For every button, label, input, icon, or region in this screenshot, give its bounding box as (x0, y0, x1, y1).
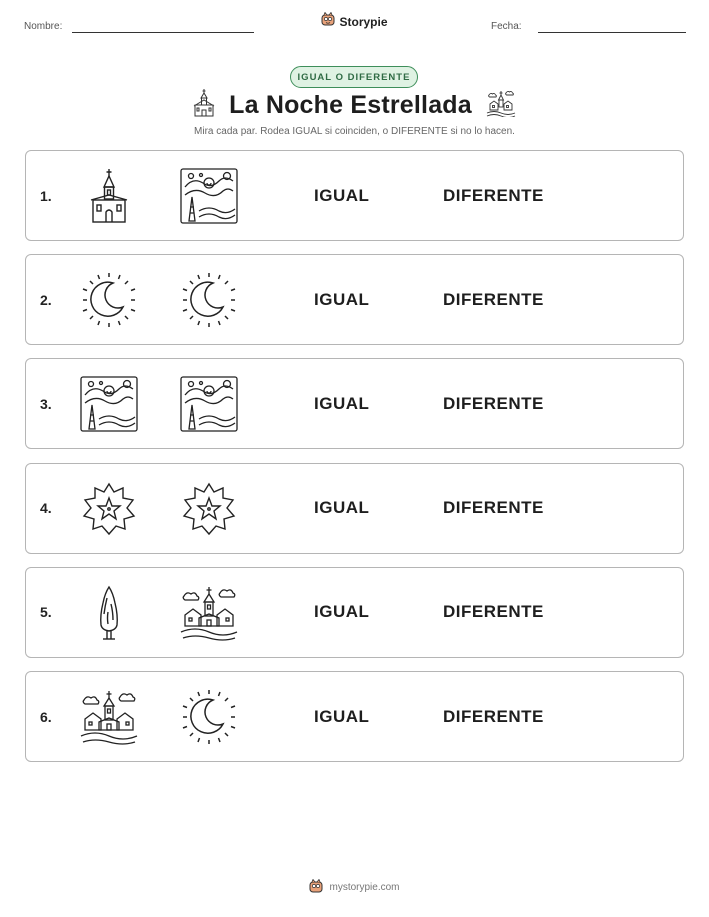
mascot-icon (321, 12, 335, 31)
different-option[interactable]: DIFERENTE (443, 706, 544, 726)
starry-night-icon (79, 375, 139, 433)
mascot-icon (309, 879, 323, 896)
church-icon (79, 167, 139, 225)
different-option[interactable]: DIFERENTE (443, 185, 544, 205)
different-option[interactable]: DIFERENTE (443, 602, 544, 622)
starry-night-icon (179, 167, 239, 225)
question-card (25, 358, 684, 449)
cypress-tree-icon (79, 584, 139, 642)
title-row (0, 88, 709, 123)
question-card (25, 150, 684, 241)
question-number: 6. (40, 708, 52, 725)
instructions: Mira cada par. Rodea IGUAL si coinciden, o DIFERENTE si no lo hacen. (194, 126, 515, 137)
same-option[interactable]: IGUAL (314, 393, 370, 413)
name-label: Nombre: (24, 21, 63, 32)
brand-name: Storypie (339, 14, 388, 29)
date-field[interactable] (538, 32, 686, 33)
different-option[interactable]: DIFERENTE (443, 393, 544, 413)
question-number: 5. (40, 604, 52, 621)
footer (0, 879, 709, 896)
village-icon (79, 688, 139, 746)
village-icon (486, 89, 516, 122)
question-number: 2. (40, 291, 52, 308)
same-option[interactable]: IGUAL (314, 498, 370, 518)
brand-logo (0, 12, 709, 31)
different-option[interactable]: DIFERENTE (443, 498, 544, 518)
question-card (25, 254, 684, 345)
same-option[interactable]: IGUAL (314, 706, 370, 726)
crescent-moon-icon (179, 688, 239, 746)
question-card (25, 463, 684, 554)
church-icon (193, 88, 215, 123)
page-title: La Noche Estrellada (229, 91, 472, 119)
question-number: 1. (40, 187, 52, 204)
different-option[interactable]: DIFERENTE (443, 289, 544, 309)
activity-type-badge: IGUAL O DIFERENTE (290, 66, 418, 88)
same-option[interactable]: IGUAL (314, 602, 370, 622)
name-field[interactable] (72, 32, 254, 33)
question-number: 3. (40, 395, 52, 412)
date-label: Fecha: (491, 21, 522, 32)
crescent-moon-icon (79, 271, 139, 329)
star-burst-icon (179, 480, 239, 538)
starry-night-icon (179, 375, 239, 433)
question-number: 4. (40, 500, 52, 517)
crescent-moon-icon (179, 271, 239, 329)
village-icon (179, 584, 239, 642)
question-card (25, 671, 684, 762)
same-option[interactable]: IGUAL (314, 185, 370, 205)
footer-url: mystorypie.com (329, 882, 400, 893)
star-burst-icon (79, 480, 139, 538)
question-card (25, 567, 684, 658)
same-option[interactable]: IGUAL (314, 289, 370, 309)
